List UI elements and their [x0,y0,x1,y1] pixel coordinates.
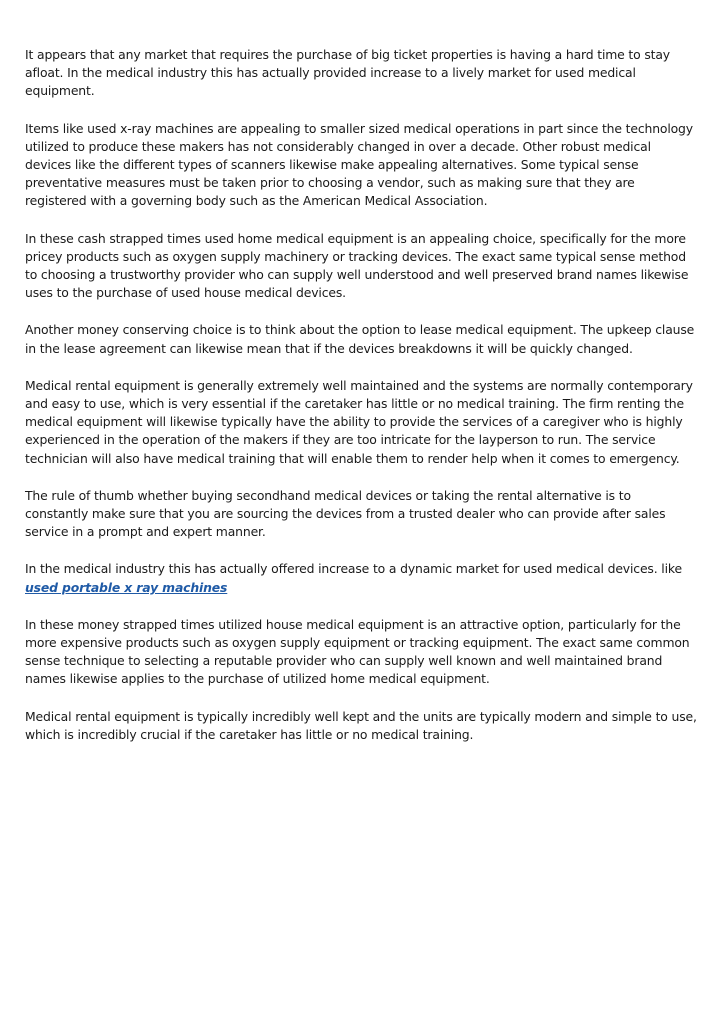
paragraph-3: In these cash strapped times used home medical equipment is an appealing choice, specifically for the more pricey products such as oxygen supply machinery or tracking devices. The exact same typical sense method to choosing a trustworthy provider who can supply well understood and well preserved brand names likewise uses to the purchase of used house medical devices. [25,230,689,301]
document-body [25,46,697,763]
used-portable-x-ray-machines-link[interactable]: used portable x ray machines [25,579,228,595]
paragraph-9: Medical rental equipment is typically incredibly well kept and the units are typically modern and simple to use, which is incredibly crucial if the caretaker has little or no medical training. [25,708,697,742]
paragraph-1: It appears that any market that requires the purchase of big ticket properties is having a hard time to stay afloat. In the medical industry this has actually provided increase to a lively market for used medical equipment. [25,47,670,99]
paragraph-2: Items like used x-ray machines are appealing to smaller sized medical operations in part since the technology utilized to produce these makers has not considerably changed in over a decade. Other robust medical devices like the different types of scanners likewise make appealing alternatives. Some typical sense preventative measures must be taken prior to choosing a vendor, such as making sure that they are registered with a governing body such as the American Medical Association. [25,120,693,209]
paragraph-5: Medical rental equipment is generally extremely well maintained and the systems are normally contemporary and easy to use, which is very essential if the caretaker has little or no medical training. The firm renting the medical equipment will likewise typically have the ability to provide the services of a caregiver who is highly experienced in the operation of the makers if they are too intricate for the layperson to run. The service technician will also have medical training that will enable them to render help when it comes to emergency. [25,377,693,466]
paragraph-7 [25,560,697,596]
paragraph-4: Another money conserving choice is to think about the option to lease medical equipment. The upkeep clause in the lease agreement can likewise mean that if the devices breakdowns it will be quickly changed. [25,322,695,356]
paragraph-6: The rule of thumb whether buying secondhand medical devices or taking the rental alternative is to constantly make sure that you are sourcing the devices from a trusted dealer who can provide after sales service in a prompt and expert manner. [25,487,666,540]
paragraph-7-text: In the medical industry this has actually offered increase to a dynamic market for used medical devices. like [25,561,682,577]
paragraph-8: In these money strapped times utilized house medical equipment is an attractive option, particularly for the more expensive products such as oxygen supply equipment or tracking equipment. The exact same common sense technique to selecting a reputable provider who can supply well known and well maintained brand names likewise applies to the purchase of utilized home medical equipment. [25,616,690,687]
